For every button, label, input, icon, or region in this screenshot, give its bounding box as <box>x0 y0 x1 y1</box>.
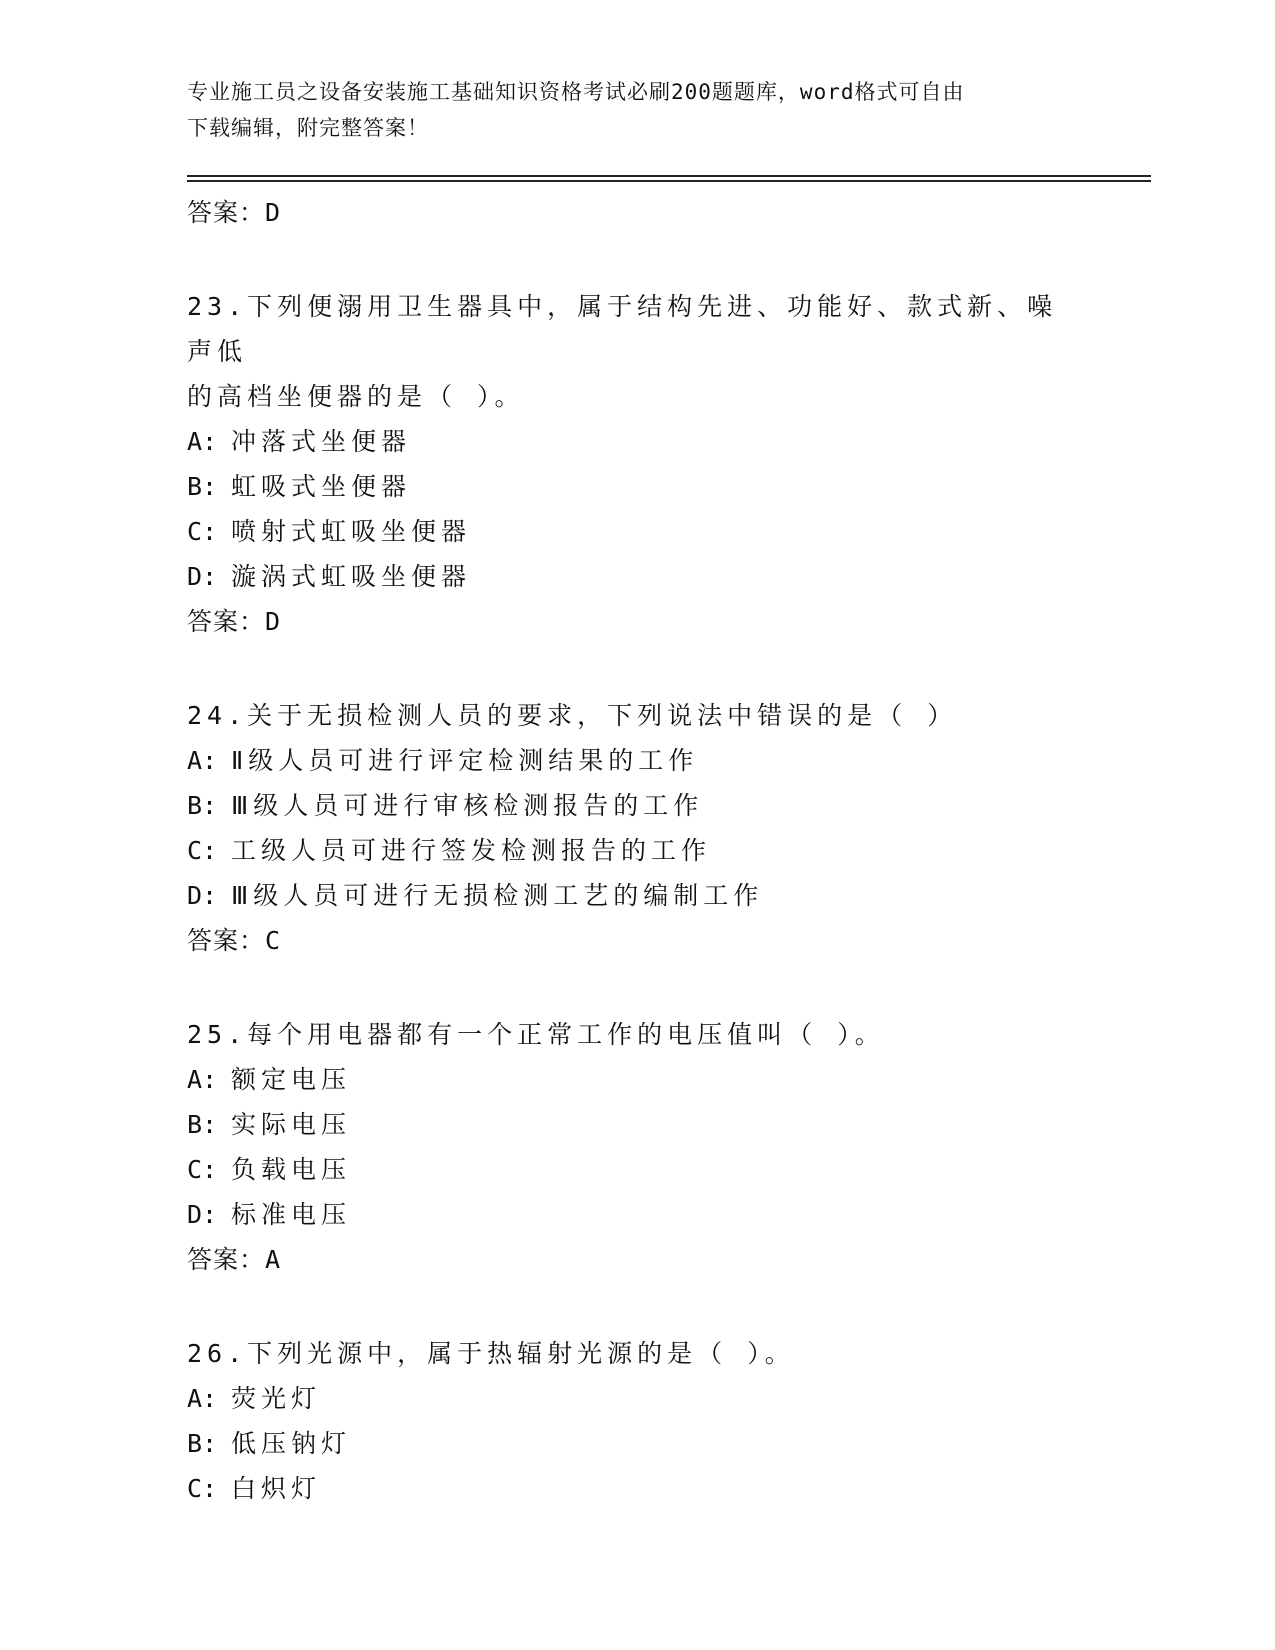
option-letter: B: <box>187 1110 218 1139</box>
option-text: 白炽灯 <box>231 1474 322 1503</box>
option-b <box>187 464 1087 509</box>
header-line-1: 专业施工员之设备安装施工基础知识资格考试必刷200题题库，word格式可自由 <box>187 80 965 104</box>
option-text: 实际电压 <box>231 1110 352 1139</box>
option-a <box>187 1057 1087 1102</box>
option-c <box>187 1466 1087 1511</box>
question-24 <box>187 693 1087 964</box>
question-list <box>187 190 1087 1511</box>
answer: 答案：D <box>187 607 282 636</box>
option-a <box>187 738 1087 783</box>
option-letter: A: <box>187 427 218 456</box>
question-25 <box>187 1012 1087 1283</box>
question-26 <box>187 1331 1087 1511</box>
option-text: 低压钠灯 <box>231 1429 352 1458</box>
option-letter: A: <box>187 746 218 775</box>
option-letter: C: <box>187 1474 218 1503</box>
option-text: 工级人员可进行签发检测报告的工作 <box>231 836 712 865</box>
option-letter: D: <box>187 1200 218 1229</box>
question-text-continued: 的高档坐便器的是（ ）。 <box>187 382 525 411</box>
previous-answer: 答案：D <box>187 198 282 227</box>
option-c <box>187 1147 1087 1192</box>
option-a <box>187 419 1087 464</box>
option-letter: B: <box>187 472 218 501</box>
option-text: Ⅲ级人员可进行审核检测报告的工作 <box>231 791 704 820</box>
answer: 答案：A <box>187 1245 282 1274</box>
option-letter: D: <box>187 881 218 910</box>
option-text: 荧光灯 <box>231 1384 322 1413</box>
option-text: 额定电压 <box>231 1065 352 1094</box>
option-letter: B: <box>187 791 218 820</box>
question-text: 26.下列光源中，属于热辐射光源的是（ ）。 <box>187 1339 795 1368</box>
option-letter: B: <box>187 1429 218 1458</box>
question-text: 23.下列便溺用卫生器具中，属于结构先进、功能好、款式新、噪声低 <box>187 292 1058 366</box>
question-23 <box>187 284 1087 645</box>
option-d <box>187 554 1087 599</box>
option-letter: A: <box>187 1384 218 1413</box>
option-d <box>187 873 1087 918</box>
question-text: 24.关于无损检测人员的要求，下列说法中错误的是（ ） <box>187 701 958 730</box>
option-text: 喷射式虹吸坐便器 <box>231 517 472 546</box>
option-letter: D: <box>187 562 218 591</box>
option-text: 漩涡式虹吸坐便器 <box>231 562 472 591</box>
header-rule-bottom <box>187 180 1151 182</box>
option-b <box>187 1421 1087 1466</box>
option-d <box>187 1192 1087 1237</box>
option-letter: C: <box>187 836 218 865</box>
option-text: 标准电压 <box>231 1200 352 1229</box>
option-c <box>187 828 1087 873</box>
option-c <box>187 509 1087 554</box>
option-text: Ⅲ级人员可进行无损检测工艺的编制工作 <box>231 881 764 910</box>
answer: 答案：C <box>187 926 282 955</box>
option-letter: C: <box>187 1155 218 1184</box>
option-b <box>187 783 1087 828</box>
header-line-2: 下载编辑，附完整答案！ <box>187 116 429 140</box>
option-b <box>187 1102 1087 1147</box>
document-header <box>187 74 1067 146</box>
option-a <box>187 1376 1087 1421</box>
option-text: 负载电压 <box>231 1155 352 1184</box>
option-letter: A: <box>187 1065 218 1094</box>
option-text: 虹吸式坐便器 <box>231 472 412 501</box>
option-text: Ⅱ级人员可进行评定检测结果的工作 <box>231 746 699 775</box>
header-rule-top <box>187 175 1151 177</box>
question-text: 25.每个用电器都有一个正常工作的电压值叫（ ）。 <box>187 1020 885 1049</box>
option-letter: C: <box>187 517 218 546</box>
option-text: 冲落式坐便器 <box>231 427 412 456</box>
